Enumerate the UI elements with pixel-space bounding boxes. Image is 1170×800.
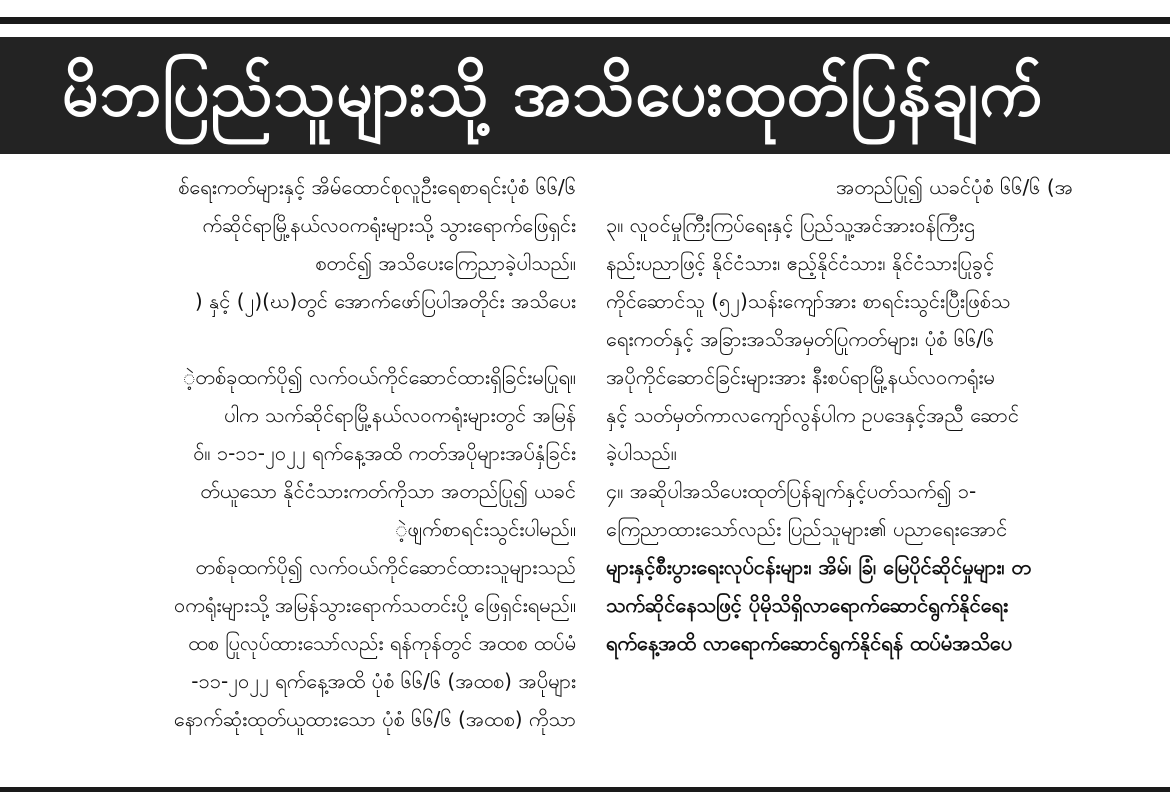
left-line-10: ဲ့ဖျက်စာရင်းသွင်းပါမည်။: [395, 517, 576, 541]
left-line-8: ဝ်။ ၁-၁၁-၂၀၂၂ ရက်နေ့အထိ ကတ်အပိုများအပ်နှံခြင်း: [193, 441, 576, 465]
title-banner: [0, 37, 1170, 154]
left-line-2: က်ဆိုင်ရာမြို့နယ်လဝကရုံးများသို့ သွားရောက်ဖြေရှင်း: [202, 213, 576, 237]
right-line-5: ရေးကတ်နှင့် အခြားအသိအမှတ်ပြုကတ်များ၊ ပုံစံ ၆၆/၆: [606, 327, 995, 351]
right-line-11: များနှင့်စီးပွားရေးလုပ်ငန်းများ၊ အိမ်၊ ခြံ၊ မြေပိုင်ဆိုင်မှုများ၊ တ: [606, 555, 1031, 579]
right-column: [606, 168, 1170, 783]
left-column: [0, 168, 576, 783]
left-line-9: တ်ယူသော နိုင်ငံသားကတ်ကိုသာ အတည်ပြု၍ ယခင်: [200, 479, 576, 503]
left-line-13: ထစ ပြုလုပ်ထားသော်လည်း ရန်ကုန်တွင် အထစ ထပ်မံ: [188, 631, 576, 655]
right-line-9: ၄။ အဆိုပါအသိပေးထုတ်ပြန်ချက်နှင့်ပတ်သက်၍ ၁-: [606, 479, 977, 503]
left-line-15: နောက်ဆုံးထုတ်ယူထားသော ပုံစံ ၆၆/၆ (အထစ) ကိုသာ: [173, 707, 576, 731]
right-line-8: ခဲ့ပါသည်။: [606, 441, 677, 465]
bottom-rule: [0, 787, 1170, 792]
right-line-12: သက်ဆိုင်နေသဖြင့် ပိုမိုသိရှိလာရောက်ဆောင်ရွက်နိုင်ရေး: [606, 593, 1009, 617]
left-line-14: -၁၁-၂၀၂၂ ရက်နေ့အထိ ပုံစံ ၆၆/၆ (အထစ) အပိုများ: [191, 669, 576, 693]
left-line-4: ) နှင့် (၂)(ဃ)တွင် အောက်ဖော်ပြပါအတိုင်း အသိပေး: [194, 289, 576, 313]
right-line-13: ရက်နေ့အထိ လာရောက်ဆောင်ရွက်နိုင်ရန် ထပ်မံအသိပေ: [606, 631, 1013, 655]
left-line-5: [0, 320, 576, 358]
page-title: မိဘပြည်သူများသို့ အသိပေးထုတ်ပြန်ချက်: [62, 57, 1044, 131]
right-line-4: ကိုင်ဆောင်သူ (၅၂)သန်းကျော်အား စာရင်းသွင်းပြီးဖြစ်သ: [606, 289, 1011, 313]
left-line-3: စတင်၍ အသိပေးကြေညာခဲ့ပါသည်။: [315, 251, 576, 275]
left-line-7: ပါက သက်ဆိုင်ရာမြို့နယ်လဝကရုံးများတွင် အမြန်: [224, 403, 576, 427]
right-line-1: အတည်ပြု၍ ယခင်ပုံစံ ၆၆/၆ (အ: [836, 175, 1074, 199]
right-line-6: အပိုကိုင်ဆောင်ခြင်းများအား နီးစပ်ရာမြို့နယ်လဝကရုံးမ: [606, 365, 995, 389]
left-line-11: တစ်ခုထက်ပို၍ လက်ဝယ်ကိုင်ဆောင်ထားသူများသည်: [195, 555, 576, 579]
right-line-2: ၃။ လူဝင်မှုကြီးကြပ်ရေးနှင့် ပြည်သူ့အင်အားဝန်ကြီးဌ: [606, 213, 975, 237]
left-line-12: ဝကရုံးများသို့ အမြန်သွားရောက်သတင်းပို့ ဖြေရှင်းရမည်။: [174, 593, 576, 617]
left-line-6: ဲ့တစ်ခုထက်ပို၍ လက်ဝယ်ကိုင်ဆောင်ထားရှိခြင်းမပြုရ။: [182, 365, 576, 389]
right-line-3: နည်းပညာဖြင့် နိုင်ငံသား၊ ဧည့်နိုင်ငံသား၊ နိုင်ငံသားပြုခွင့်: [606, 251, 995, 275]
right-line-7: နှင့် သတ်မှတ်ကာလကျော်လွန်ပါက ဥပဒေနှင့်အညီ ဆောင်: [606, 403, 1019, 427]
right-line-10: ကြေညာထားသော်လည်း ပြည်သူများ၏ ပညာရေးအောင်: [606, 517, 1008, 541]
top-rule: [0, 17, 1170, 24]
left-line-1: စ်ရေးကတ်များနှင့် အိမ်ထောင်စုလူဦးရေစာရင်းပုံစံ ၆၆/၆: [178, 175, 576, 199]
